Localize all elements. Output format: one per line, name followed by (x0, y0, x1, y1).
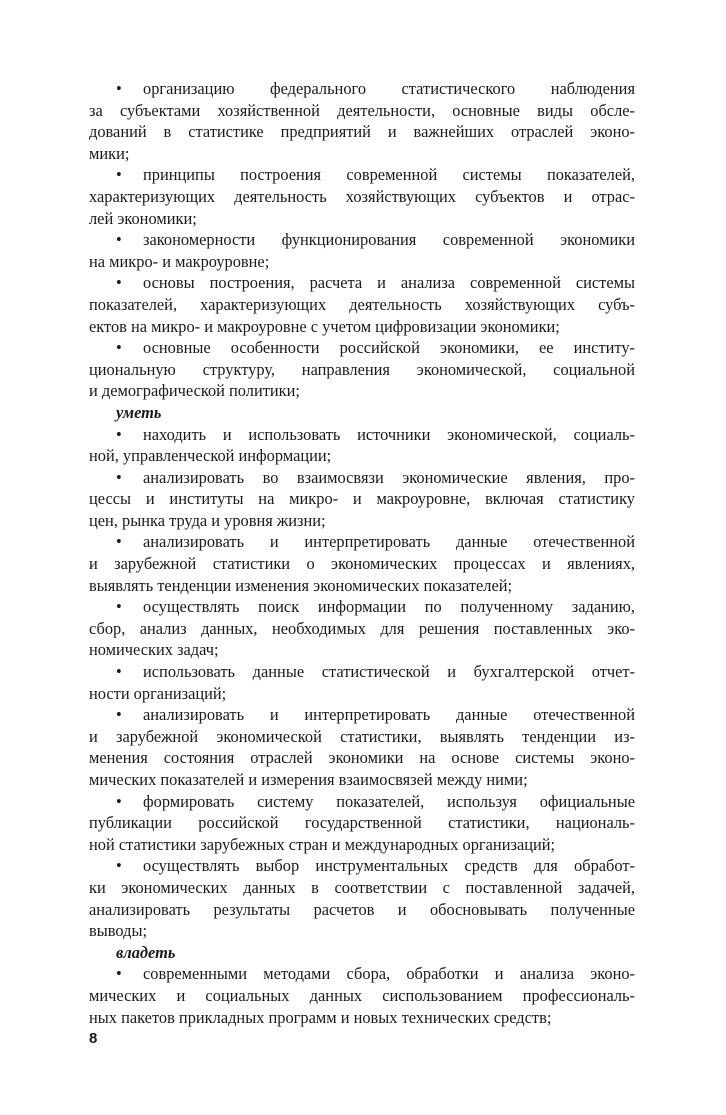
text-line (89, 186, 635, 208)
text-line (89, 445, 635, 467)
line-text: мических и социальных данных сиспользованием профессиональ- (89, 985, 635, 1005)
page-body (89, 78, 635, 1028)
bullet-item-line (89, 78, 635, 100)
bullet-icon: • (116, 230, 122, 250)
bullet-icon: • (116, 338, 122, 358)
text-line (89, 639, 635, 661)
line-text: лей экономики; (89, 208, 197, 228)
text-line (89, 553, 635, 575)
line-text: осуществлять выбор инструментальных средств для обработ- (143, 856, 635, 876)
line-text: ки экономических данных в соответствии с поставленной задачей, (89, 877, 635, 897)
bullet-icon: • (116, 165, 122, 185)
line-text: цессы и институты на микро- и макроуровне, включая статистику (89, 489, 635, 509)
text-line (89, 143, 635, 165)
bullet-item-line (89, 424, 635, 446)
line-text: формировать систему показателей, используя официальные (143, 791, 635, 811)
bullet-item-line (89, 791, 635, 813)
bullet-icon: • (116, 79, 122, 98)
line-text: и зарубежной статистики о экономических процессах и явлениях, (89, 554, 635, 574)
line-text: менения состояния отраслей экономики на основе системы эконо- (89, 748, 635, 768)
line-text: основные особенности российской экономики, ее институ- (143, 338, 635, 358)
line-text: организацию федерального статистического наблюдения (143, 79, 635, 98)
line-text: показателей, характеризующих деятельность хозяйствующих субъ- (89, 294, 635, 314)
line-text: ности организаций; (89, 683, 227, 703)
line-text: принципы построения современной системы показателей, (143, 165, 635, 185)
line-text: и демографической политики; (89, 381, 300, 401)
text-line (89, 747, 635, 769)
text-line (89, 920, 635, 942)
text-line (89, 121, 635, 143)
line-text: номических задач; (89, 640, 219, 660)
line-text: и зарубежной экономической статистики, выявлять тенденции из- (89, 726, 635, 746)
text-line (89, 100, 635, 122)
line-text: выводы; (89, 921, 148, 941)
text-line (89, 380, 635, 402)
bullet-icon: • (116, 424, 122, 444)
bullet-icon: • (116, 273, 122, 293)
text-line (89, 985, 635, 1007)
bullet-item-line (89, 963, 635, 985)
line-text: современными методами сбора, обработки и анализа эконо- (143, 964, 635, 984)
bullet-item-line (89, 596, 635, 618)
bullet-item-line (89, 272, 635, 294)
bullet-item-line (89, 661, 635, 683)
text-line (89, 208, 635, 230)
line-text: мических показателей и измерения взаимосвязей между ними; (89, 770, 528, 789)
bullet-icon: • (116, 964, 122, 984)
line-text: анализировать во взаимосвязи экономические явления, про- (143, 467, 635, 487)
line-text: сбор, анализ данных, необходимых для решения поставленных эко- (89, 618, 635, 638)
line-text: ной, управленческой информации; (89, 446, 332, 466)
line-text: ектов на микро- и макроуровне с учетом цифровизации экономики; (89, 316, 560, 336)
bullet-icon: • (116, 662, 122, 682)
line-text: публикации российской государственной статистики, националь- (89, 813, 635, 833)
bullet-item-line (89, 531, 635, 553)
section-heading: владеть (116, 942, 176, 962)
line-text: дований в статистике предприятий и важнейших отраслей эконо- (89, 122, 635, 142)
line-text: на микро- и макроуровне; (89, 251, 270, 271)
text-line (89, 618, 635, 640)
line-text: закономерности функционирования современной экономики (143, 230, 635, 250)
line-text: использовать данные статистической и бухгалтерской отчет- (143, 662, 635, 682)
bullet-icon: • (116, 791, 122, 811)
bullet-item-line (89, 467, 635, 489)
line-text: анализировать и интерпретировать данные отечественной (143, 532, 635, 552)
text-line (89, 294, 635, 316)
line-text: мики; (89, 143, 130, 163)
bullet-item-line (89, 229, 635, 251)
bullet-icon: • (116, 597, 122, 617)
text-line (89, 726, 635, 748)
bullet-item-line (89, 855, 635, 877)
line-text: ных пакетов прикладных программ и новых технических средств; (89, 1007, 552, 1027)
text-line (89, 316, 635, 338)
section-heading: уметь (116, 402, 162, 422)
bullet-item-line (89, 164, 635, 186)
line-text: анализировать результаты расчетов и обосновывать полученные (89, 899, 635, 919)
line-text: анализировать и интерпретировать данные отечественной (143, 705, 635, 725)
line-text: находить и использовать источники экономической, социаль- (143, 424, 635, 444)
text-line (89, 899, 635, 921)
bullet-icon: • (116, 705, 122, 725)
page-number: 8 (89, 1030, 98, 1047)
bullet-icon: • (116, 856, 122, 876)
line-text: осуществлять поиск информации по полученному заданию, (143, 597, 635, 617)
line-text: выявлять тенденции изменения экономических показателей; (89, 575, 513, 595)
text-line (89, 359, 635, 381)
line-text: за субъектами хозяйственной деятельности, основные виды обсле- (89, 100, 635, 120)
bullet-icon: • (116, 532, 122, 552)
line-text: цен, рынка труда и уровня жизни; (89, 510, 326, 530)
text-line (89, 1007, 635, 1029)
text-line (89, 683, 635, 705)
text-line (89, 575, 635, 597)
bullet-item-line (89, 704, 635, 726)
text-line (89, 510, 635, 532)
line-text: основы построения, расчета и анализа современной системы (143, 273, 635, 293)
text-line (89, 251, 635, 273)
text-line (89, 769, 635, 791)
text-line (89, 488, 635, 510)
bullet-item-line (89, 337, 635, 359)
line-text: ной статистики зарубежных стран и международных организаций; (89, 834, 556, 854)
text-line (89, 877, 635, 899)
text-line (89, 812, 635, 834)
line-text: циональную структуру, направления экономической, социальной (89, 359, 635, 379)
bullet-icon: • (116, 467, 122, 487)
text-line (89, 834, 635, 856)
line-text: характеризующих деятельность хозяйствующих субъектов и отрас- (89, 186, 635, 206)
